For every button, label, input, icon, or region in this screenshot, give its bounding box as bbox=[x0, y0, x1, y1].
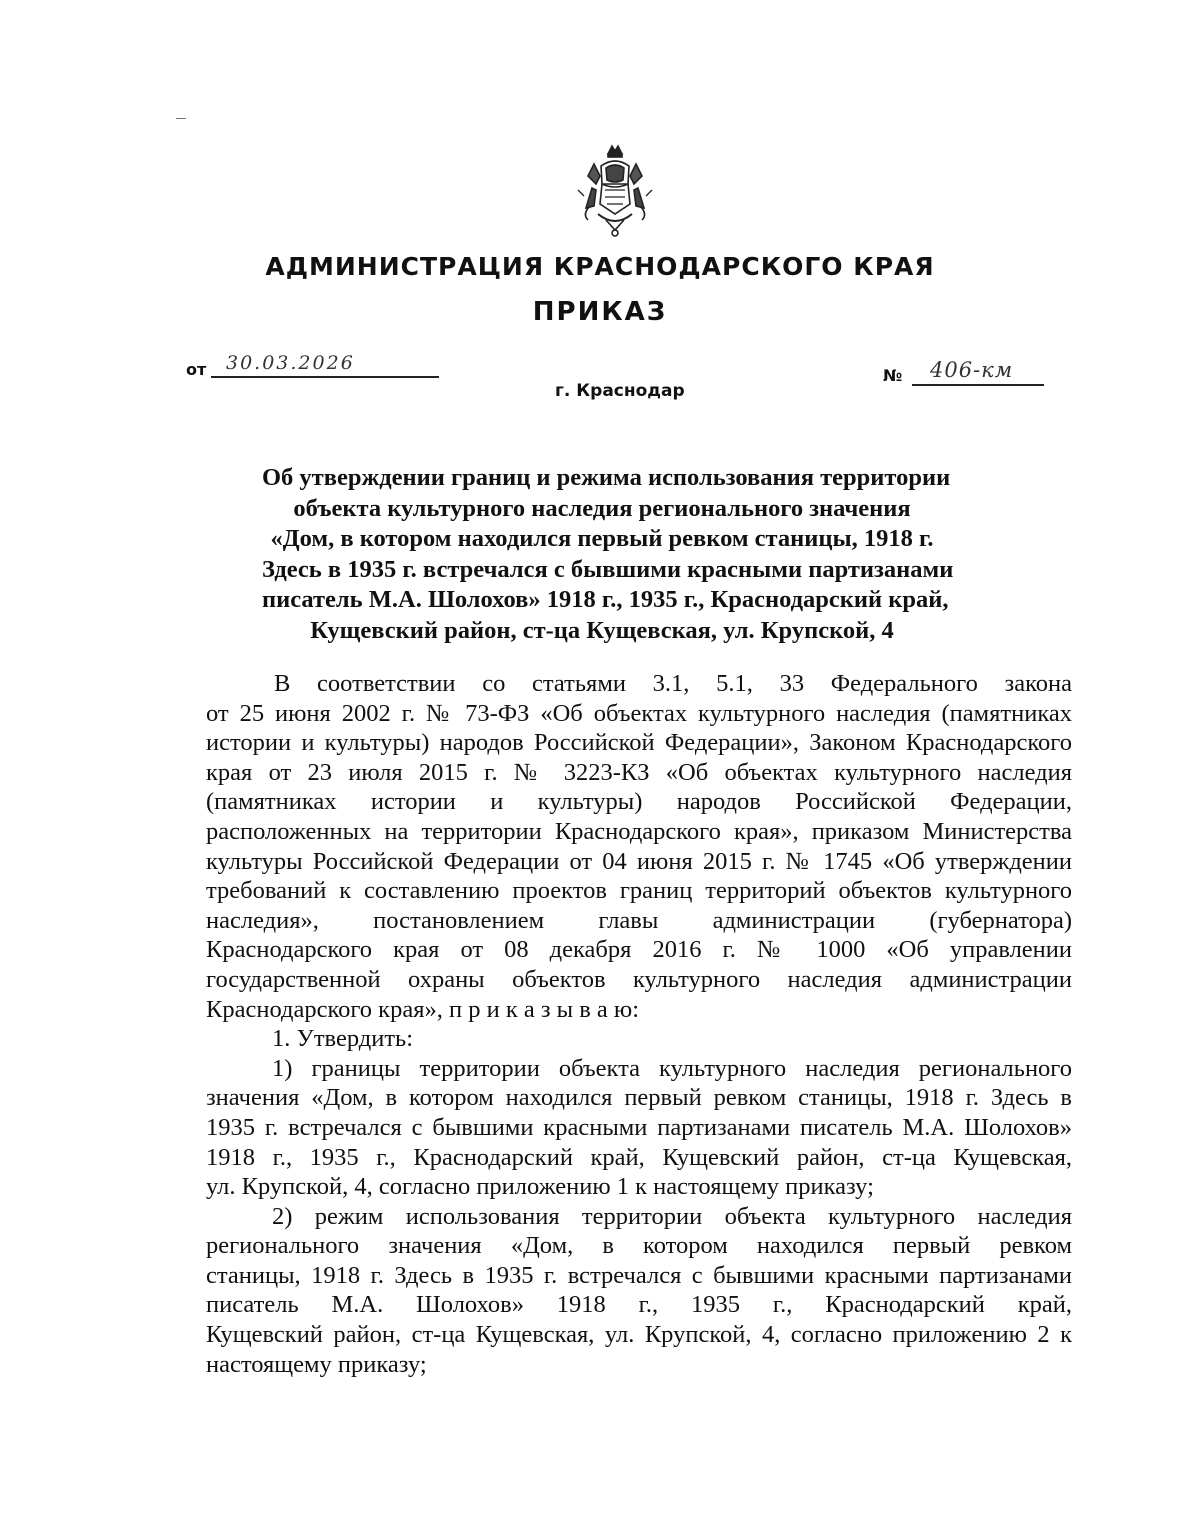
body-line: расположенных на территории Краснодарского края», приказом Министерства bbox=[206, 817, 1072, 845]
body-line: 1. Утвердить: bbox=[272, 1025, 414, 1053]
body-line: истории и культуры) народов Российской Федерации», Законом Краснодарского bbox=[206, 729, 1072, 757]
body-line: регионального значения «Дом, в котором находился первый ревком bbox=[206, 1232, 1072, 1260]
heading-line: Кущевский район, ст-ца Кущевская, ул. Крупской, 4 bbox=[310, 616, 894, 644]
body-line: 1935 г. встречался с бывшими красными партизанами писатель М.А. Шолохов» bbox=[206, 1113, 1072, 1141]
document-type: ПРИКАЗ bbox=[532, 297, 668, 327]
heading-line: Здесь в 1935 г. встречался с бывшими красными партизанами bbox=[262, 555, 954, 583]
body-line: ул. Крупской, 4, согласно приложению 1 к настоящему приказу; bbox=[206, 1173, 874, 1201]
body-line: станицы, 1918 г. Здесь в 1935 г. встречался с бывшими красными партизанами bbox=[206, 1261, 1072, 1289]
document-number: 406-км bbox=[930, 358, 1014, 382]
body-line: писатель М.А. Шолохов» 1918 г., 1935 г., Краснодарский край, bbox=[206, 1291, 1072, 1319]
heading-line: Об утверждении границ и режима использования территории bbox=[262, 464, 951, 491]
number-prefix: № bbox=[883, 366, 903, 385]
body-line: Кущевский район, ст-ца Кущевская, ул. Крупской, 4, согласно приложению 2 к bbox=[206, 1321, 1072, 1349]
body-line: В соответствии со статьями 3.1, 5.1, 33 Федерального закона bbox=[274, 670, 1072, 697]
scan-mark bbox=[176, 118, 186, 119]
document-date: 30.03.2026 bbox=[226, 352, 355, 374]
number-underline bbox=[912, 384, 1044, 386]
body-line: края от 23 июля 2015 г. № 3223-КЗ «Об объектах культурного наследия bbox=[206, 758, 1072, 786]
body-line: государственной охраны объектов культурного наследия администрации bbox=[206, 965, 1072, 993]
body-line: Краснодарского края от 08 декабря 2016 г. № 1000 «Об управлении bbox=[206, 936, 1072, 964]
body-line: настоящему приказу; bbox=[206, 1350, 427, 1378]
body-line: 2) режим использования территории объекта культурного наследия bbox=[272, 1202, 1072, 1230]
heading-line: «Дом, в котором находился первый ревком станицы, 1918 г. bbox=[270, 525, 934, 552]
organization-title: АДМИНИСТРАЦИЯ КРАСНОДАРСКОГО КРАЯ bbox=[265, 252, 935, 281]
body-line: от 25 июня 2002 г. № 73-ФЗ «Об объектах культурного наследия (памятниках bbox=[206, 699, 1072, 727]
body-line: (памятниках истории и культуры) народов Российской Федерации, bbox=[206, 788, 1072, 816]
date-underline bbox=[211, 376, 439, 378]
body-line: требований к составлению проектов границ территорий объектов культурного bbox=[206, 877, 1072, 905]
body-line: значения «Дом, в котором находился первый ревком станицы, 1918 г. Здесь в bbox=[206, 1084, 1072, 1112]
document-heading bbox=[262, 463, 954, 646]
date-prefix: от bbox=[186, 360, 207, 379]
heading-line: объекта культурного наследия регионального значения bbox=[293, 494, 911, 522]
city: г. Краснодар bbox=[555, 381, 685, 401]
body-line: наследия», постановлением главы администрации (губернатора) bbox=[206, 906, 1072, 934]
body-line: 1918 г., 1935 г., Краснодарский край, Кущевский район, ст-ца Кущевская, bbox=[206, 1143, 1072, 1171]
body-line: 1) границы территории объекта культурного наследия регионального bbox=[272, 1054, 1072, 1082]
heading-line: писатель М.А. Шолохов» 1918 г., 1935 г., Краснодарский край, bbox=[262, 586, 949, 613]
document-body bbox=[206, 669, 1072, 1379]
coat-of-arms-icon bbox=[570, 140, 660, 240]
body-line: культуры Российской Федерации от 04 июня 2015 г. № 1745 «Об утверждении bbox=[206, 847, 1072, 875]
body-line: Краснодарского края», п р и к а з ы в а ю: bbox=[206, 995, 640, 1023]
